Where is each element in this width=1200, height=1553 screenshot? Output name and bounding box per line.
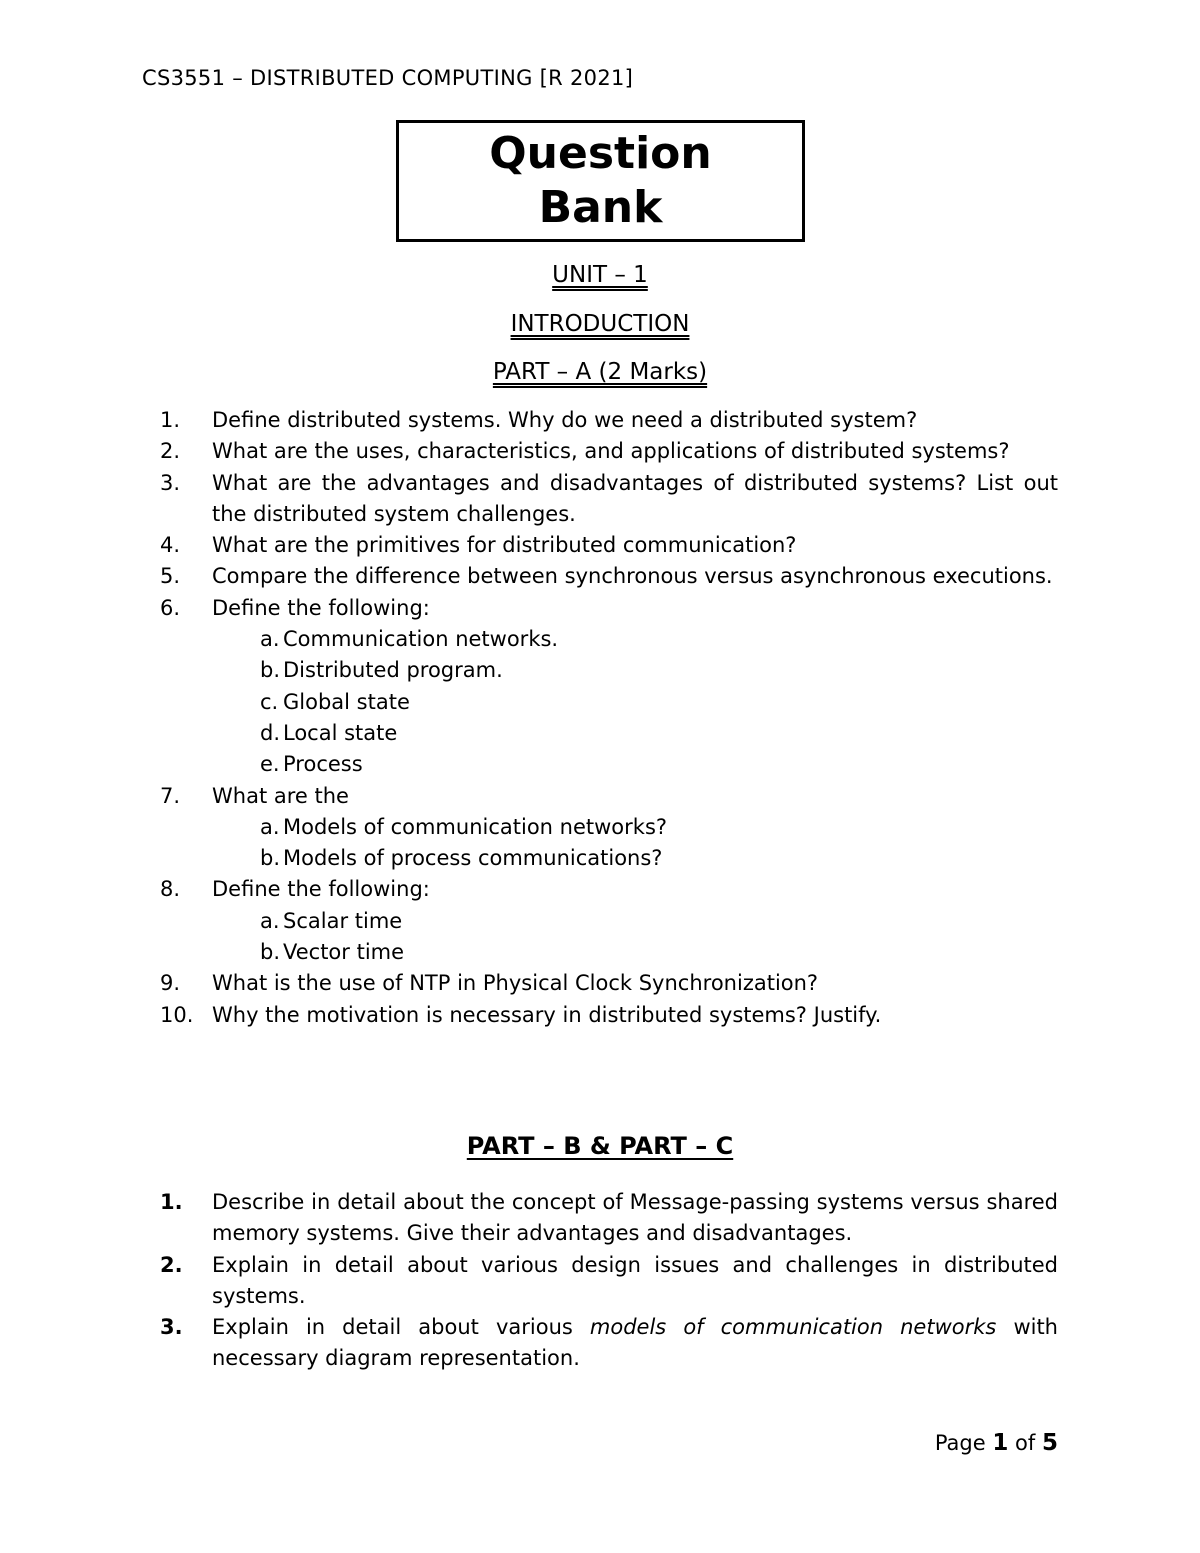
- list-item: 9. What is the use of NTP in Physical Clock Synchronization?: [160, 971, 819, 996]
- list-item: 3. What are the advantages and disadvantages of distributed systems? List out the distributed system challenges.: [160, 470, 1058, 526]
- page-footer: Page 1 of 5: [934, 1430, 1058, 1456]
- sub-list: [212, 812, 1058, 875]
- sub-item: a. Models of communication networks?: [260, 814, 668, 839]
- sub-item: e. Process: [260, 752, 363, 777]
- sub-item: c. Global state: [260, 689, 410, 714]
- list-item: 2. What are the uses, characteristics, and applications of distributed systems?: [160, 439, 1010, 464]
- list-item: 3. Explain in detail about various models of communication networks with necessary diagram representation.: [160, 1315, 1058, 1371]
- list-item: 5. Compare the difference between synchronous versus asynchronous executions.: [160, 564, 1053, 589]
- part-a-heading: PART – A (2 Marks): [492, 359, 708, 385]
- list-item: 1. Describe in detail about the concept of Message-passing systems versus shared memory systems. Give their advantages and disadvantages.: [160, 1190, 1058, 1246]
- list-item: 2. Explain in detail about various design issues and challenges in distributed systems.: [160, 1252, 1058, 1308]
- part-a-questions: [160, 405, 1058, 1031]
- sub-item: d. Local state: [260, 720, 398, 745]
- title-box: [396, 120, 805, 242]
- unit-title: INTRODUCTION: [510, 311, 690, 337]
- sub-list: [212, 906, 1058, 969]
- sub-item: a. Communication networks.: [260, 627, 559, 652]
- list-item: 8. Define the following: a. Scalar time b. Vector time: [160, 874, 1058, 968]
- part-b-questions: [160, 1187, 1058, 1375]
- sub-item: b. Models of process communications?: [260, 846, 663, 871]
- list-item: 1. Define distributed systems. Why do we need a distributed system?: [160, 408, 918, 432]
- list-item: 7. What are the a. Models of communication networks? b. Models of process communications?: [160, 781, 1058, 875]
- title-line-1: Question: [489, 128, 712, 179]
- sub-list: [212, 624, 1058, 780]
- list-item: 6. Define the following: a. Communication networks. b. Distributed program. c. Global state d. Local state e. Process: [160, 593, 1058, 781]
- sub-item: a. Scalar time: [260, 908, 403, 933]
- list-item: 4. What are the primitives for distributed communication?: [160, 533, 797, 558]
- sub-item: b. Vector time: [260, 940, 405, 965]
- course-header: CS3551 – DISTRIBUTED COMPUTING [R 2021]: [142, 66, 634, 90]
- unit-heading: UNIT – 1: [552, 262, 648, 288]
- title-line-2: Bank: [538, 182, 663, 233]
- part-b-heading: PART – B & PART – C: [466, 1132, 734, 1160]
- list-item: 10. Why the motivation is necessary in distributed systems? Justify.: [160, 1002, 882, 1027]
- sub-item: b. Distributed program.: [260, 658, 503, 683]
